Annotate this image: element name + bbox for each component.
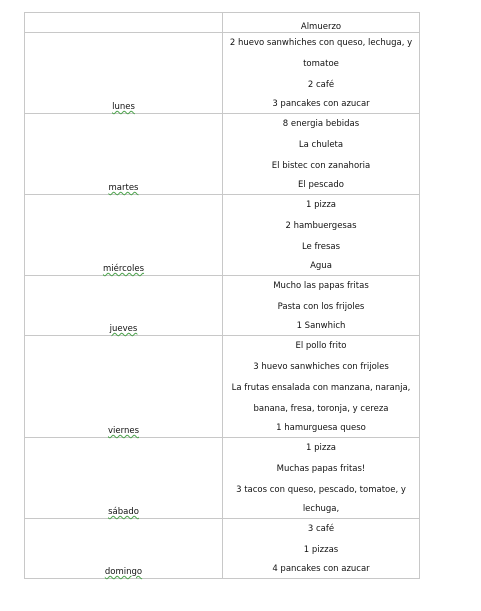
table-row bbox=[25, 195, 420, 276]
meal-cell bbox=[223, 276, 420, 336]
meal-item: 1 pizza bbox=[306, 443, 336, 453]
table-row bbox=[25, 336, 420, 438]
meal-item: La chuleta bbox=[298, 140, 344, 150]
day-cell bbox=[25, 519, 223, 579]
meal-item: 2 café bbox=[307, 80, 335, 90]
day-label: martes bbox=[108, 183, 139, 193]
meal-item: El pescado bbox=[298, 180, 344, 190]
day-label: domingo bbox=[104, 567, 143, 577]
day-label: sábado bbox=[108, 507, 139, 517]
table-row bbox=[25, 33, 420, 114]
day-cell bbox=[25, 33, 223, 114]
meal-item: 3 tacos con queso, pescado, tomatoe, y bbox=[236, 485, 406, 495]
meal-item: 3 café bbox=[307, 524, 335, 534]
meal-cell bbox=[223, 114, 420, 195]
meal-item: 3 pancakes con azucar bbox=[272, 99, 370, 109]
day-cell bbox=[25, 114, 223, 195]
meal-cell bbox=[223, 195, 420, 276]
meal-item: 1 Sanwhich bbox=[296, 321, 346, 331]
day-label: miércoles bbox=[102, 264, 145, 274]
meal-item: El bistec con zanahoria bbox=[271, 161, 371, 171]
meal-cell bbox=[223, 519, 420, 579]
meal-item: 3 huevo sanwhiches con frijoles bbox=[253, 362, 389, 372]
day-cell bbox=[25, 276, 223, 336]
meal-cell bbox=[223, 438, 420, 519]
table-header-row bbox=[25, 13, 420, 33]
day-cell bbox=[25, 438, 223, 519]
meal-item: Muchas papas fritas! bbox=[276, 464, 366, 474]
header-meal-cell: Almuerzo bbox=[223, 13, 420, 33]
day-cell bbox=[25, 336, 223, 438]
table-row bbox=[25, 519, 420, 579]
meal-item: banana, fresa, toronja, y cereza bbox=[253, 404, 389, 414]
meal-item: Mucho las papas fritas bbox=[273, 281, 369, 291]
day-label: viernes bbox=[107, 426, 139, 436]
meal-item: El pollo frito bbox=[295, 341, 347, 351]
day-label: jueves bbox=[109, 324, 138, 334]
meal-item: 1 pizzas bbox=[303, 545, 339, 555]
header-day-cell bbox=[25, 13, 223, 33]
meal-item: La frutas ensalada con manzana, naranja, bbox=[231, 383, 411, 393]
meal-item: 4 pancakes con azucar bbox=[272, 564, 370, 574]
meal-item: Pasta con los frijoles bbox=[277, 302, 365, 312]
meal-cell bbox=[223, 336, 420, 438]
meal-cell bbox=[223, 33, 420, 114]
meal-item: tomatoe bbox=[303, 59, 339, 69]
table-row bbox=[25, 438, 420, 519]
meal-item: lechuga, bbox=[302, 504, 340, 514]
meal-item: 2 hambuergesas bbox=[285, 221, 357, 231]
weekly-lunch-table bbox=[24, 12, 420, 579]
day-label: lunes bbox=[112, 102, 135, 112]
meal-item: Agua bbox=[310, 261, 332, 271]
day-cell bbox=[25, 195, 223, 276]
table-row bbox=[25, 276, 420, 336]
meal-item: 1 hamurguesa queso bbox=[276, 423, 366, 433]
meal-item: 1 pizza bbox=[306, 200, 336, 210]
meal-item: 2 huevo sanwhiches con queso, lechuga, y bbox=[229, 38, 413, 48]
table-row bbox=[25, 114, 420, 195]
meal-item: 8 energia bebidas bbox=[282, 119, 360, 129]
meal-item: Le fresas bbox=[301, 242, 341, 252]
